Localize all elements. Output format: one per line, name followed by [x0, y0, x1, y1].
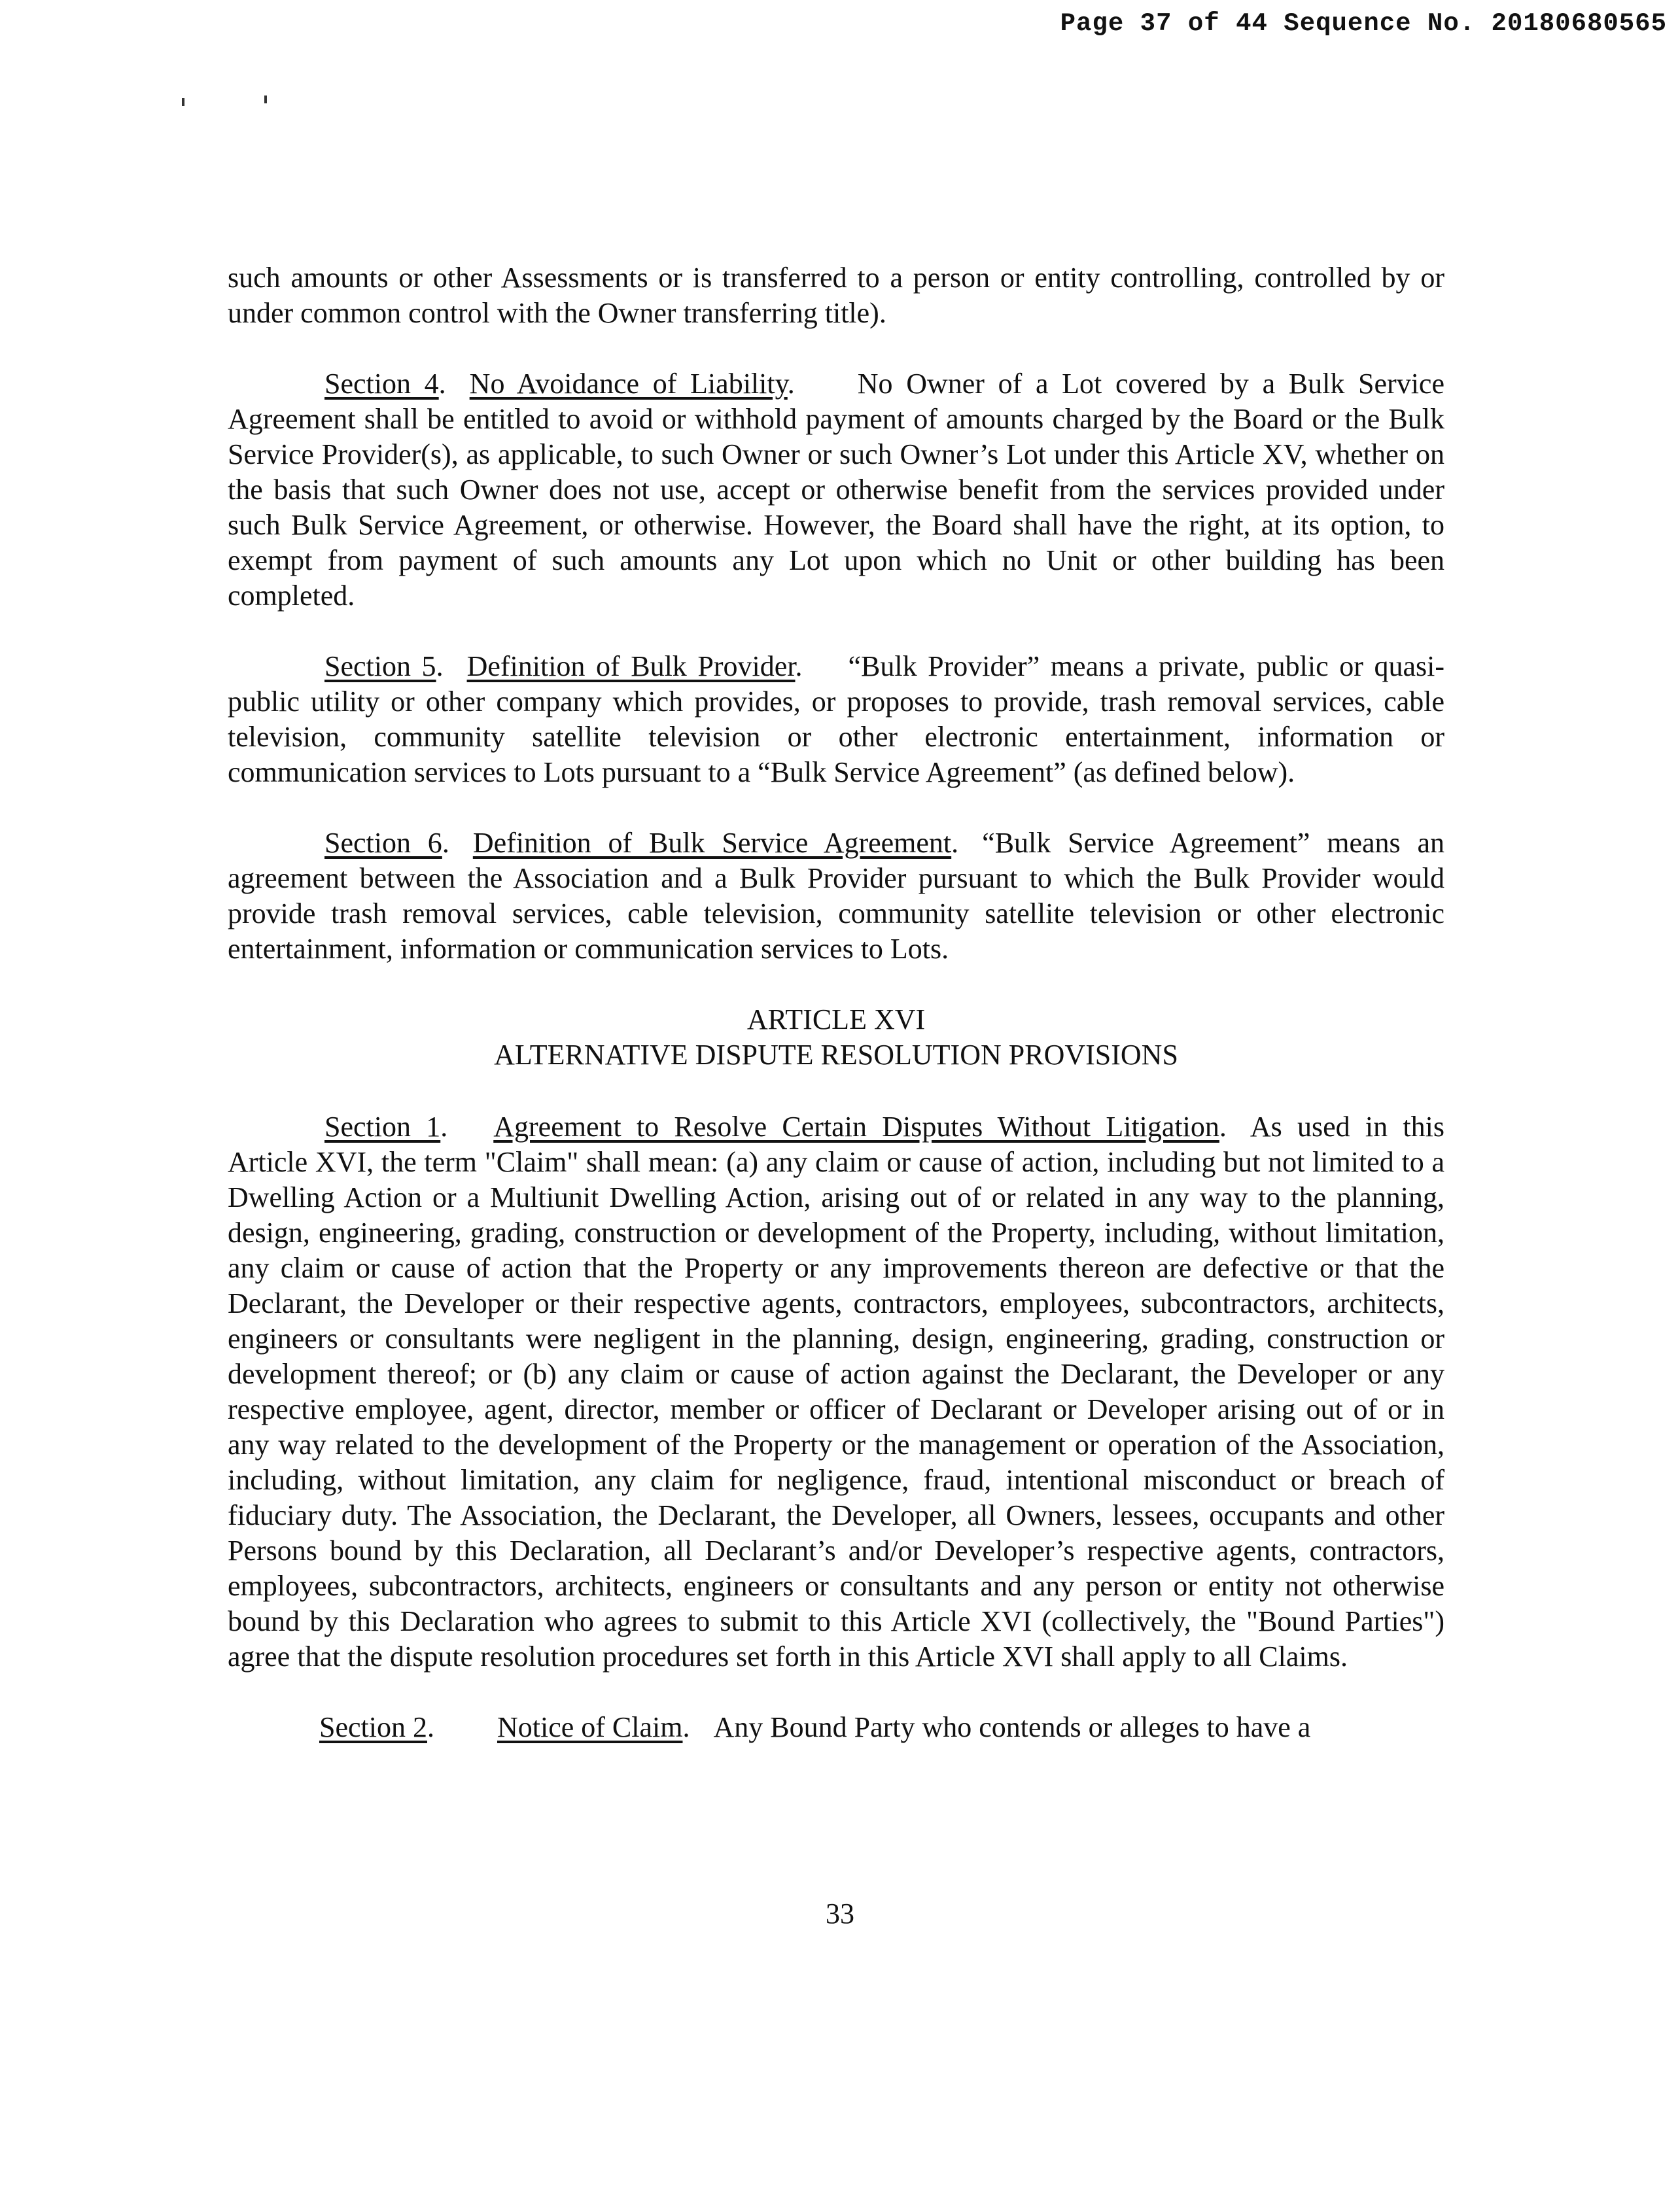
- section-label: Section 6: [324, 827, 442, 859]
- section-title: Agreement to Resolve Certain Disputes Without Litigation: [493, 1111, 1219, 1143]
- continuation-paragraph: such amounts or other Assessments or is transferred to a person or entity controlling, controlled by or under common control with the Owner transferring title).: [228, 262, 1444, 329]
- section-6-paragraph: Section 6. Definition of Bulk Service Agreement. “Bulk Service Agreement” means an agreement between the Association and a Bulk Provider pursuant to which the Bulk Provider would provide trash removal services, cable television, community satellite television or other electronic entertainment, information or communication services to Lots.: [228, 827, 1445, 965]
- section-text: Any Bound Party who contends or alleges to have a: [713, 1711, 1311, 1743]
- section-title: No Avoidance of Liability: [469, 368, 788, 400]
- article-section-1-paragraph: Section 1. Agreement to Resolve Certain Disputes Without Litigation. As used in this Article XVI, the term "Claim" shall mean: (a) any claim or cause of action, including but not limited to a Dwelling Action or a Multiunit Dwelling Action, arising out of or related in any way to the planning, design, engineering, grading, construction or development of the Property, including, without limitation, any claim or cause of action that the Property or any improvements thereon are defective or that the Declarant, the Developer or their respective agents, contractors, employees, subcontractors, architects, engineers or consultants were negligent in the planning, design, engineering, grading, construction or development thereof; or (b) any claim or cause of action against the Declarant, the Developer or any respective employee, agent, director, member or officer of Declarant or Developer arising out of or in any way related to the development of the Property or the management or operation of the Association, including, without limitation, any claim for negligence, fraud, intentional misconduct or breach of fiduciary duty. The Association, the Declarant, the Developer, all Owners, lessees, occupants and other Persons bound by this Declaration, all Declarant’s and/or Developer’s respective agents, contractors, employees, subcontractors, architects, engineers or consultants and any person or entity not otherwise bound by this Declaration who agrees to submit to this Article XVI (collectively, the "Bound Parties") agree that the dispute resolution procedures set forth in this Article XVI shall apply to all Claims.: [228, 1111, 1444, 1673]
- article-heading: [228, 1002, 1444, 1073]
- scan-speck: [182, 98, 184, 106]
- section-title: Definition of Bulk Service Agreement: [472, 827, 952, 859]
- section-text: No Owner of a Lot covered by a Bulk Service Agreement shall be entitled to avoid or withhold payment of amounts charged by the Board or the Bulk Service Provider(s), as applicable, to such Owner or such Owner’s Lot under this Article XV, whether on the basis that such Owner does not use, accept or otherwise benefit from the services provided under such Bulk Service Agreement, or otherwise. However, the Board shall have the right, at its option, to exempt from payment of such amounts any Lot upon which no Unit or other building has been completed.: [228, 368, 1444, 612]
- section-label: Section 1: [324, 1111, 441, 1143]
- section-title: Definition of Bulk Provider: [466, 650, 796, 682]
- document-body: [228, 260, 1444, 1780]
- article-section-2-paragraph: Section 2. Notice of Claim. Any Bound Party who contends or alleges to have a: [319, 1711, 1311, 1743]
- article-number: ARTICLE XVI: [746, 1003, 926, 1035]
- section-label: Section 4: [324, 368, 439, 400]
- section-text: As used in this Article XVI, the term "Claim" shall mean: (a) any claim or cause of action, including but not limited to a Dwelling Action or a Multiunit Dwelling Action, arising out of or related in any way to the planning, design, engineering, grading, construction or development of the Property, including, without limitation, any claim or cause of action that the Property or any improvements thereon are defective or that the Declarant, the Developer or their respective agents, contractors, employees, subcontractors, architects, engineers or consultants were negligent in the planning, design, engineering, grading, construction or development thereof; or (b) any claim or cause of action against the Declarant, the Developer or any respective employee, agent, director, member or officer of Declarant or Developer arising out of or in any way related to the development of the Property or the management or operation of the Association, including, without limitation, any claim for negligence, fraud, intentional misconduct or breach of fiduciary duty. The Association, the Declarant, the Developer, all Owners, lessees, occupants and other Persons bound by this Declaration, all Declarant’s and/or Developer’s respective agents, contractors, employees, subcontractors, architects, engineers or consultants and any person or entity not otherwise bound by this Declaration who agrees to submit to this Article XVI (collectively, the "Bound Parties") agree that the dispute resolution procedures set forth in this Article XVI shall apply to all Claims.: [228, 1111, 1444, 1673]
- section-label: Section 5: [324, 650, 436, 682]
- section-4-paragraph: Section 4. No Avoidance of Liability. No Owner of a Lot covered by a Bulk Service Agreement shall be entitled to avoid or withhold payment of amounts charged by the Board or the Bulk Service Provider(s), as applicable, to such Owner or such Owner’s Lot under this Article XV, whether on the basis that such Owner does not use, accept or otherwise benefit from the services provided under such Bulk Service Agreement, or otherwise. However, the Board shall have the right, at its option, to exempt from payment of such amounts any Lot upon which no Unit or other building has been completed.: [228, 368, 1444, 612]
- section-title: Notice of Claim: [497, 1711, 683, 1743]
- page-number: 33: [826, 1898, 854, 1930]
- scan-speck: [264, 96, 267, 103]
- section-text: “Bulk Provider” means a private, public or quasi-public utility or other company which provides, or proposes to provide, trash removal services, cable television, community satellite television or other electronic entertainment, information or communication services to Lots pursuant to a “Bulk Service Agreement” (as defined below).: [228, 650, 1444, 788]
- section-5-paragraph: Section 5. Definition of Bulk Provider. “Bulk Provider” means a private, public or quasi-public utility or other company which provides, or proposes to provide, trash removal services, cable television, community satellite television or other electronic entertainment, information or communication services to Lots pursuant to a “Bulk Service Agreement” (as defined below).: [228, 650, 1444, 788]
- page-sequence-stamp: Page 37 of 44 Sequence No. 20180680565: [1060, 9, 1667, 38]
- section-label: Section 2: [319, 1711, 427, 1743]
- article-title: ALTERNATIVE DISPUTE RESOLUTION PROVISIONS: [494, 1039, 1178, 1071]
- section-text: “Bulk Service Agreement” means an agreement between the Association and a Bulk Provider pursuant to which the Bulk Provider would provide trash removal services, cable television, community satellite television or other electronic entertainment, information or communication services to Lots.: [228, 827, 1445, 965]
